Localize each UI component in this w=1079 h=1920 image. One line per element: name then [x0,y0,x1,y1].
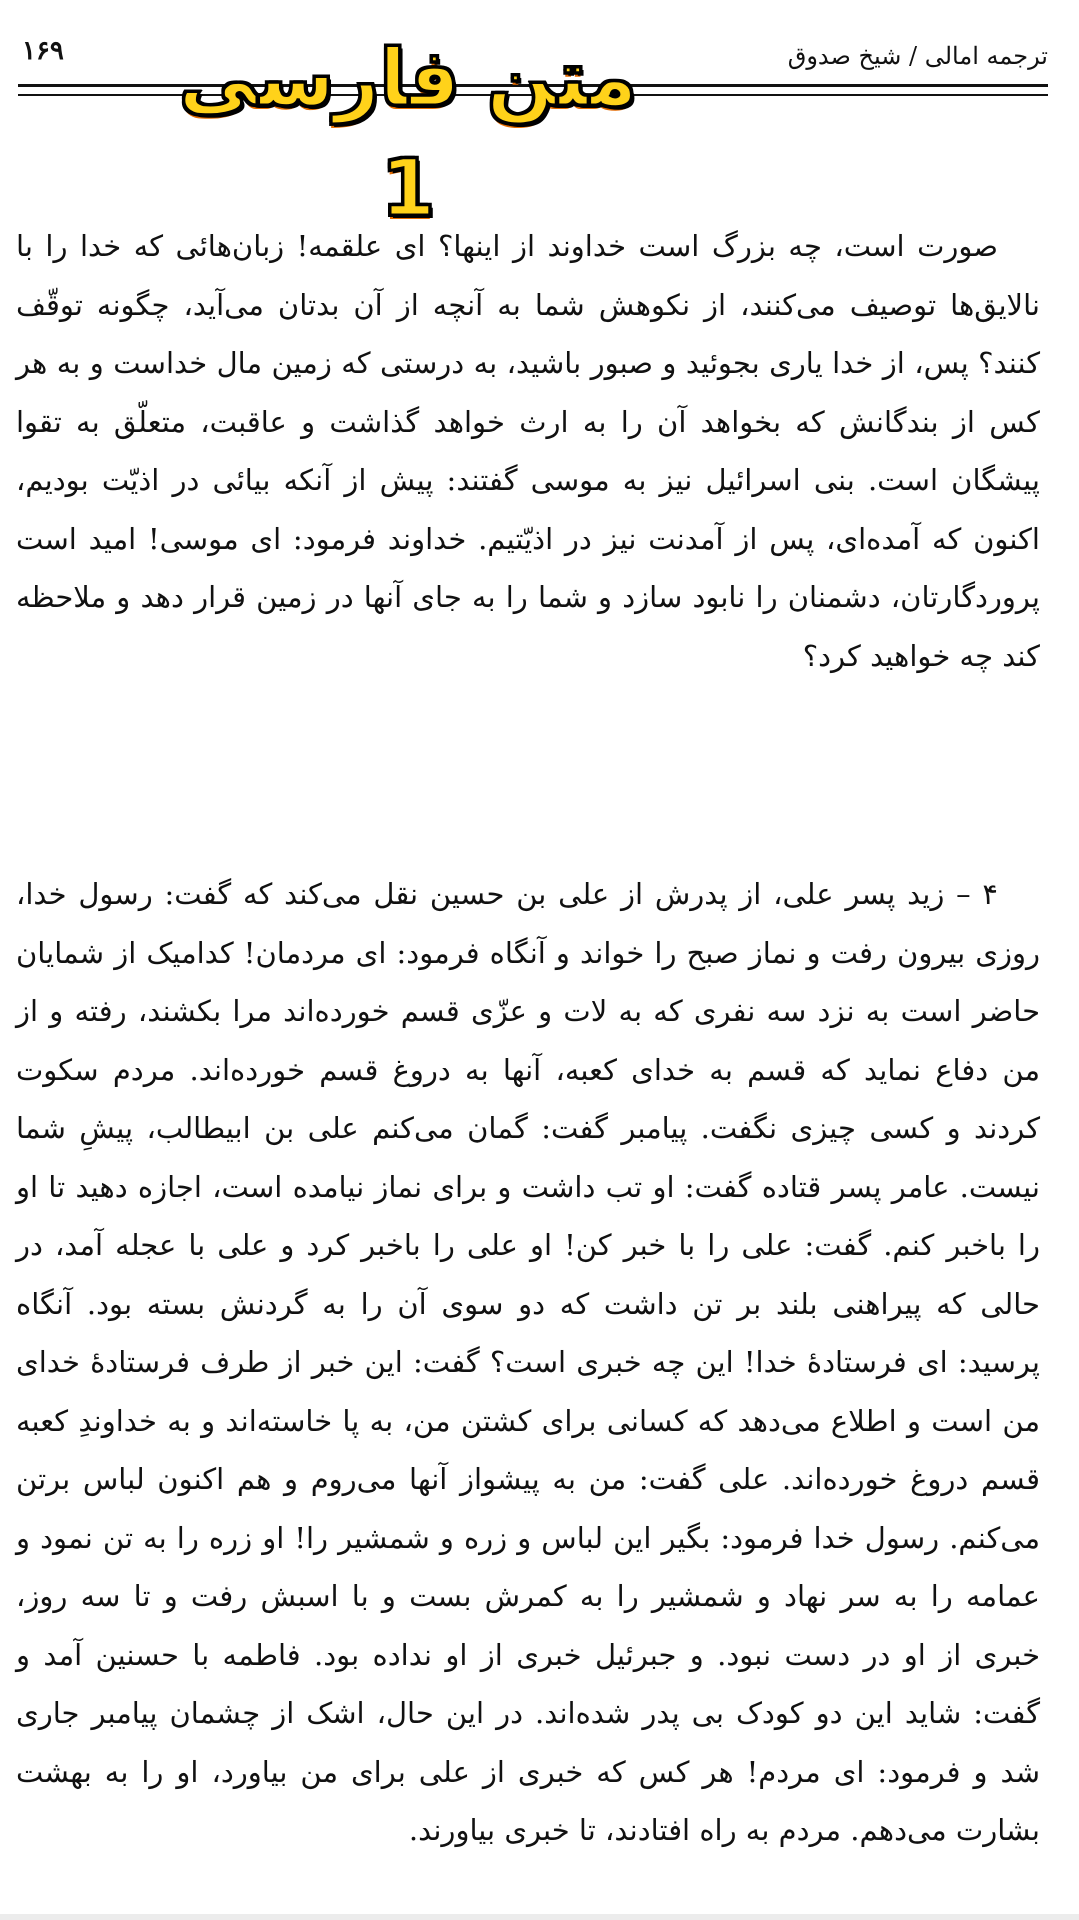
body-paragraph-2: ۴ – زید پسر علی، از پدرش از علی بن حسین نقل می‌کند که گفت: رسول خدا، روزی بیرون رفت و نماز صبح را خواند و آنگاه فرمود: ای مردمان! کدامیک از شمایان حاضر است به نزد سه نفری که به لات و عزّی قسم خورده‌اند مرا بکشند، رفته و از من دفاع نماید که قسم به خدای کعبه، آنها به دروغ قسم خورده‌اند. مردم سکوت کردند و کسی چیزی نگفت. پیامبر گفت: گمان می‌کنم علی بن ابیطالب، پیشِ شما نیست. عامر پسر قتاده گفت: او تب داشت و برای نماز نیامده است، اجازه دهید تا او را باخبر کنم. گفت: علی را با خبر کن! او علی را باخبر کرد و علی با عجله آمد، در حالی که پیراهنی بلند بر تن داشت که دو سوی آن را به گردنش بسته بود. آنگاه پرسید: ای فرستادهٔ خدا! این چه خبری است؟ گفت: این خبر از طرف فرستادهٔ خدای من است و اطلاع می‌دهد که کسانی برای کشتن من، به پا خاسته‌اند و به خداوندِ کعبه قسم دروغ خورده‌اند. علی گفت: من به پیشواز آنها می‌روم و هم اکنون لباس برتن می‌کنم. رسول خدا فرمود: بگیر این لباس و زره و شمشیر را! او زره را به تن نمود و عمامه را به سر نهاد و شمشیر را به کمرش بست و با اسبش رفت و تا سه روز، خبری از او در دست نبود. و جبرئیل خبری از او نداده بود. فاطمه با حسنین آمد و گفت: شاید این دو کودک بی پدر شده‌اند. در این حال، اشک از چشمان پیامبر جاری شد و فرمود: ای مردم! هر کس که خبری از علی برای من بیاورد، او را به بهشت بشارت می‌دهم. مردم به راه افتادند، تا خبری بیاورند. [16,877,1040,1847]
running-title: ترجمه امالی / شیخ صدوق [787,42,1048,70]
overlay-banner-title: متن فارسی 1 [178,34,638,234]
page-bottom-edge [0,1914,1079,1920]
page-header [18,24,1048,234]
body-paragraph-1: صورت است، چه بزرگ است خداوند از اینها؟ ای علقمه! زبان‌هائی که خدا را با نالایق‌ها توصیف می‌کنند، از نکوهش شما به آنچه از آن بدتان می‌آید، چگونه توقّف کنند؟ پس، از خدا یاری بجوئید و صبور باشید، به درستی که زمین مال خداست و به هر کس از بندگانش که بخواهد آن را به ارث خواهد گذاشت و عاقبت، متعلّق به تقوا پیشگان است. بنی اسرائیل نیز به موسی گفتند: پیش از آنکه بیائی در اذیّت بودیم، اکنون که آمده‌ای، پس از آمدنت نیز در اذیّتیم. خداوند فرمود: ای موسی! امید است پروردگارتان، دشمنان را نابود سازد و شما را به جای آنها در زمین قرار دهد و ملاحظه کند چه خواهید کرد؟ [16,229,1040,673]
page-number: ۱۶۹ [22,36,64,66]
